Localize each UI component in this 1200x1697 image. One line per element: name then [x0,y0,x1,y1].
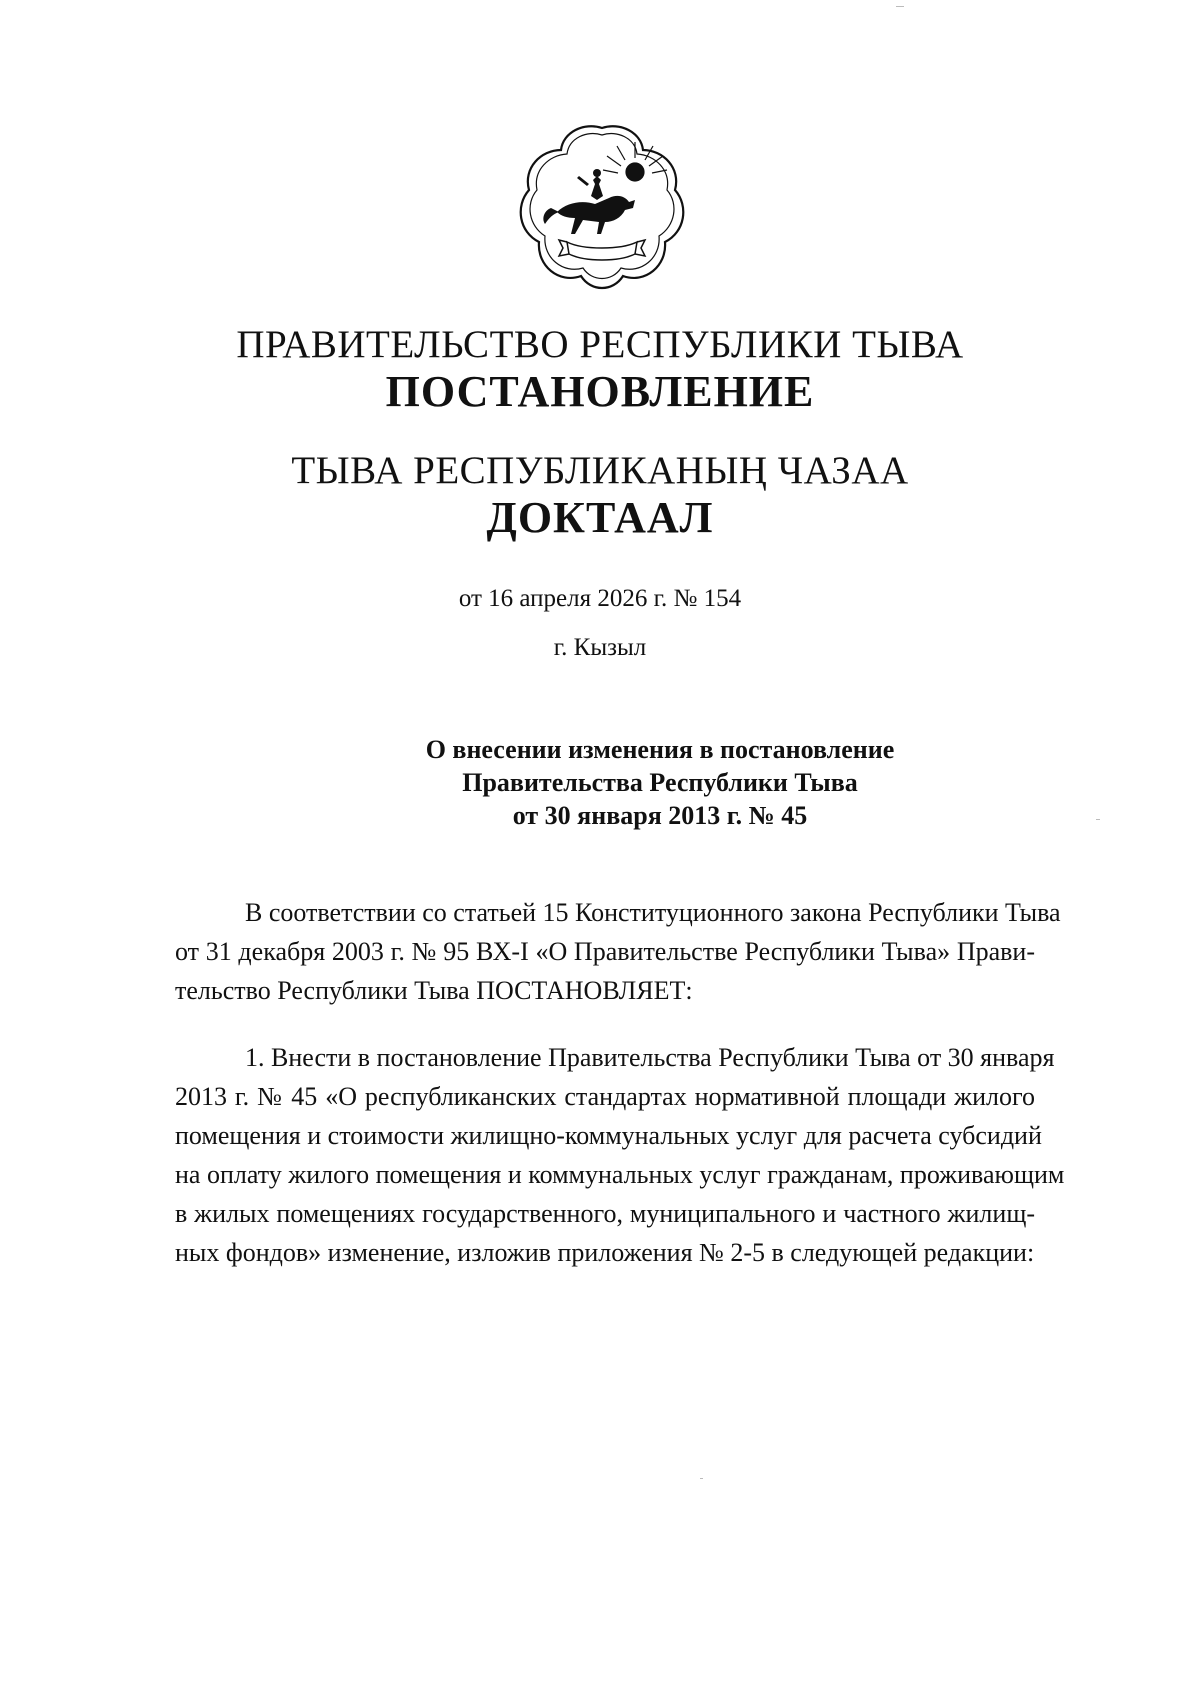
paragraph-line: ных фондов» изменение, изложив приложения № 2-5 в следующей редакции: [175,1238,1035,1267]
scan-artifact [1096,819,1100,820]
document-city: г. Кызыл [553,634,647,661]
scan-artifact [700,1478,703,1479]
subject-line: О внесении изменения в постановление [425,735,895,764]
document-subject [380,733,940,832]
paragraph-line: В соответствии со статьей 15 Конституционного закона Республики Тыва [245,898,1061,927]
paragraph-line: 2013 г. № 45 «О республиканских стандартах нормативной площади жилого [175,1082,1035,1111]
paragraph-line: в жилых помещениях государственного, муниципального и частного жилищ- [175,1199,1035,1228]
preamble-paragraph [175,893,1061,1010]
paragraph-line: 1. Внести в постановление Правительства Республики Тыва от 30 января [245,1043,1055,1072]
government-title-ru: ПРАВИТЕЛЬСТВО РЕСПУБЛИКИ ТЫВА [236,323,964,366]
document-kind-tuv: ДОКТААЛ [486,493,714,542]
subject-line: от 30 января 2013 г. № 45 [512,801,808,830]
clause-1-paragraph [175,1038,1065,1272]
paragraph-line: от 31 декабря 2003 г. № 95 ВХ-I «О Правительстве Республики Тыва» Прави- [175,937,1035,966]
subject-line: Правительства Республики Тыва [462,768,858,797]
government-title-tuv: ТЫВА РЕСПУБЛИКАНЫҢ ЧАЗАА [291,449,909,492]
paragraph-line: помещения и стоимости жилищно-коммунальных услуг для расчета субсидий [175,1121,1042,1150]
paragraph-line: на оплату жилого помещения и коммунальных услуг гражданам, проживающим [175,1160,1065,1189]
scan-artifact [896,6,904,7]
paragraph-line: тельство Республики Тыва ПОСТАНОВЛЯЕТ: [175,976,693,1005]
tuva-coat-of-arms-icon [517,120,687,290]
document-kind-ru: ПОСТАНОВЛЕНИЕ [385,367,815,416]
document-date-number: от 16 апреля 2026 г. № 154 [458,585,742,612]
